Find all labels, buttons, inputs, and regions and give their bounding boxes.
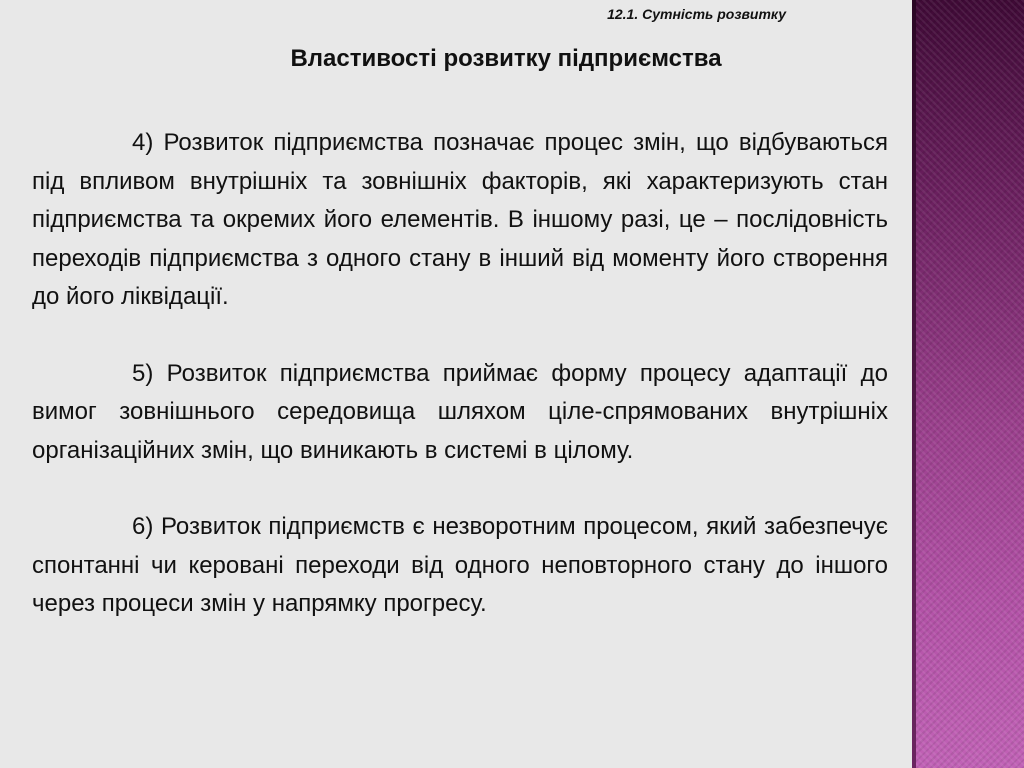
slide-title: Властивості розвитку підприємства	[290, 45, 722, 72]
paragraph-4: 4) Розвиток підприємства позначає процес змін, що відбуваються під впливом внутрішніх та зовнішніх факторів, які характеризують стан підприємства та окремих його елементів. В іншому разі, це – послідовність переходів підприємства з одного стану в інший від моменту його створення до його ліквідації.	[32, 129, 888, 310]
paragraph-5: 5) Розвиток підприємства приймає форму процесу адаптації до вимог зовнішнього середовища шляхом ціле-спрямованих внутрішніх організаційних змін, що виникають в системі в цілому.	[32, 359, 888, 464]
section-header-label: 12.1. Сутність розвитку	[607, 6, 786, 22]
slide-body	[32, 124, 888, 662]
paragraph-6: 6) Розвиток підприємств є незворотним процесом, який забезпечує спонтанні чи керовані переходи від одного неповторного стану до іншого через процеси змін у напрямку прогресу.	[32, 513, 888, 617]
decorative-side-strip	[912, 0, 1024, 768]
